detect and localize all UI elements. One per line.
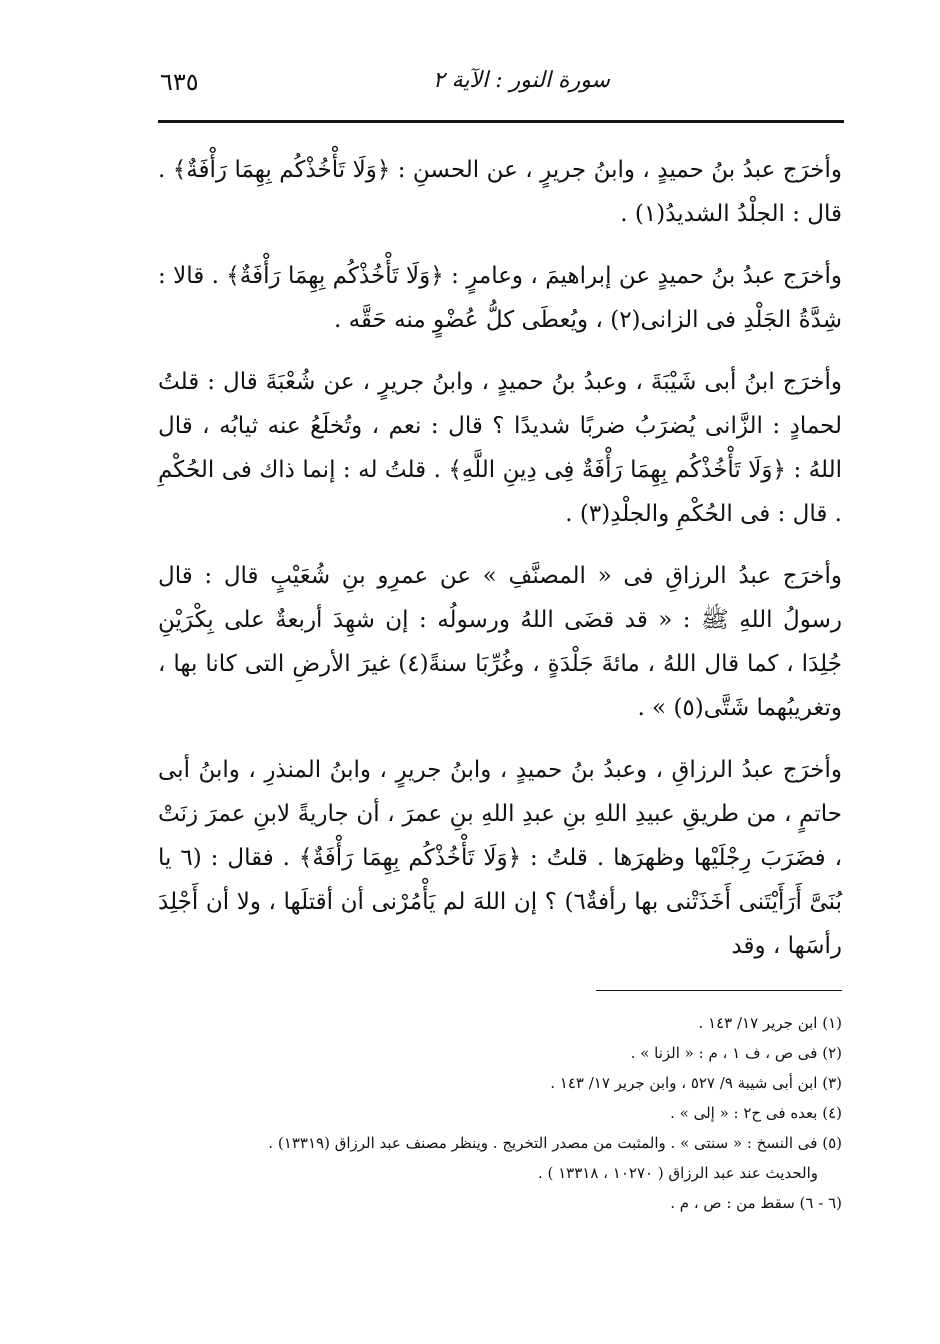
- footnote: (٢) فى ص ، ف ١ ، م : « الزنا » .: [630, 1044, 842, 1062]
- running-title: سورة النور : الآية ٢: [432, 68, 610, 93]
- paragraph: وأخرَج عبدُ بنُ حميدٍ ، وابنُ جريرٍ ، عن الحسنِ : ﴿وَلَا تَأْخُذْكُم بِهِمَا رَأْفَةٌ﴾ . قال : الجلْدُ الشديدُ(١) .: [158, 157, 842, 227]
- footnotes: [150, 1008, 842, 1218]
- paragraph: وأخرَج عبدُ الرزاقِ ، وعبدُ بنُ حميدٍ ، وابنُ جريرٍ ، وابنُ المنذرِ ، وابنُ أبى حاتمٍ ، من طريقِ عبيدِ اللهِ بنِ عبدِ اللهِ بنِ عمرَ ، أن جاريةً لابنِ عمرَ زنَتْ ، فضَرَبَ رِجْلَيْها وظهرَها . قلتُ : ﴿وَلَا تَأْخُذْكُم بِهِمَا رَأْفَةٌ﴾ . فقال : (٦ يا بُنَىَّ أَرَأَيْتَنى أَخَذَتْنى بها رأفةٌ٦) ؟ إن اللهَ لم يَأْمُرْنى أن أقتلَها ، ولا أن أَجْلِدَ رأسَها ، وقد: [158, 757, 842, 959]
- footnote-continuation: والحديث عند عبد الرزاق ( ١٠٢٧٠ ، ١٣٣١٨ ) .: [537, 1164, 818, 1182]
- footnote-separator: [596, 990, 842, 991]
- footnote: (٣) ابن أبى شيبة ٩/ ٥٢٧ ، وابن جرير ١٧/ ١٤٣ .: [550, 1074, 842, 1092]
- paragraph: وأخرَج عبدُ الرزاقِ فى « المصنَّفِ » عن عمرِو بنِ شُعَيْبٍ قال : قال رسولُ اللهِ ﷺ : « قد قضَى اللهُ ورسولُه : إن شهِدَ أربعةٌ على بِكْرَيْنِ جُلِدَا ، كما قال اللهُ ، مائةَ جَلْدَةٍ ، وغُرِّبَا سنةً(٤) غيرَ الأرضِ التى كانا بها ، وتغريبُهما شَتَّى(٥) » .: [158, 563, 842, 721]
- paragraph: وأخرَج ابنُ أبى شَيْبَةَ ، وعبدُ بنُ حميدٍ ، وابنُ جريرٍ ، عن شُعْبَةَ قال : قلتُ لحمادٍ : الزَّانى يُضرَبُ ضربًا شديدًا ؟ قال : نعم ، وتُخلَعُ عنه ثيابُه ، قال اللهُ : ﴿وَلَا تَأْخُذْكُم بِهِمَا رَأْفَةٌ فِى دِينِ اللَّهِ﴾ . قلتُ له : إنما ذاك فى الحُكْمِ . قال : فى الحُكْمِ والجلْدِ(٣) .: [158, 369, 842, 527]
- paragraph: وأخرَج عبدُ بنُ حميدٍ عن إبراهيمَ ، وعامرٍ : ﴿وَلَا تَأْخُذْكُم بِهِمَا رَأْفَةٌ﴾ . قالا : شِدَّةُ الجَلْدِ فى الزانى(٢) ، ويُعطَى كلُّ عُضْوٍ منه حَقَّه .: [158, 263, 842, 333]
- footnote: (٤) بعده فى ح٢ : « إلى » .: [670, 1104, 842, 1122]
- header-rule: [158, 120, 844, 123]
- footnote: (١) ابن جرير ١٧/ ١٤٣ .: [698, 1014, 842, 1032]
- footnote: (٥) فى النسخ : « سنتى » . والمثبت من مصدر التخريج . وينظر مصنف عبد الرزاق (١٣٣١٩) .: [268, 1134, 842, 1152]
- page-number: ٦٣٥: [160, 68, 199, 96]
- page-header: [160, 62, 842, 112]
- footnote: (٦ - ٦) سقط من : ص ، م .: [670, 1194, 842, 1212]
- main-text: [158, 148, 842, 968]
